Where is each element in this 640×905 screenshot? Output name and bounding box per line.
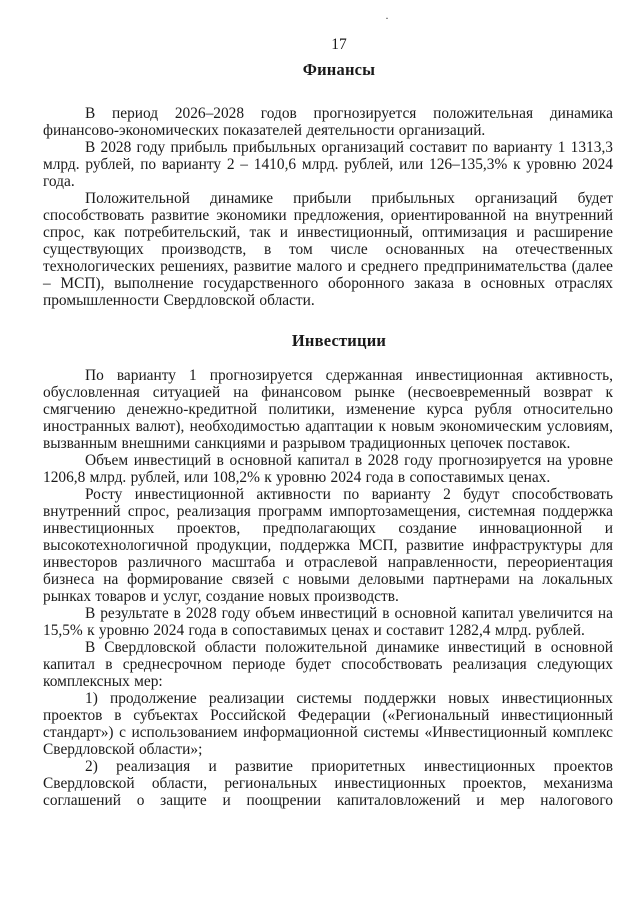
paragraph-investments-list-item-1: 1) продолжение реализации системы поддержки новых инвестиционных проектов в субъектах Российской Федерации («Региональный инвестиционный стандарт») с использованием информационной системы «Инвестиционный комплекс Свердловской области»;	[43, 690, 613, 758]
section-heading-investments: Инвестиции	[291, 331, 387, 350]
paragraph-finances-3: Положительной динамике прибыли прибыльных организаций будет способствовать развитие экономики предложения, ориентированной на внутренний спрос, как потребительский, так и инвестиционный, оптимизация и расширение существующих производств, в том числе основанных на отечественных технологических решениях, развитие малого и среднего предпринимательства (далее – МСП), выполнение государственного оборонного заказа в основных отраслях промышленности Свердловской области.	[43, 190, 613, 309]
paragraph-finances-1: В период 2026–2028 годов прогнозируется положительная динамика финансово-экономических показателей деятельности организаций.	[43, 105, 613, 139]
paragraph-investments-2: Объем инвестиций в основной капитал в 2028 году прогнозируется на уровне 1206,8 млрд. рублей, или 108,2% к уровню 2024 года в сопоставимых ценах.	[43, 452, 613, 486]
paragraph-investments-3: Росту инвестиционной активности по варианту 2 будут способствовать внутренний спрос, реализация программ импортозамещения, системная поддержка инвестиционных проектов, предполагающих создание инновационной и высокотехнологичной продукции, поддержка МСП, развитие инфраструктуры для инвесторов различного масштаба и отраслевой направленности, переориентация бизнеса на формирование связей с новыми деловыми партнерами на локальных рынках товаров и услуг, создание новых производств.	[43, 486, 613, 605]
paragraph-finances-2: В 2028 году прибыль прибыльных организаций составит по варианту 1 1313,3 млрд. рублей, по варианту 2 – 1410,6 млрд. рублей, или 126–135,3% к уровню 2024 года.	[43, 139, 613, 190]
paragraph-investments-5: В Свердловской области положительной динамике инвестиций в основной капитал в среднесрочном периоде будет способствовать реализация следующих комплексных мер:	[43, 639, 613, 690]
page-content	[43, 0, 613, 809]
paragraph-investments-1: По варианту 1 прогнозируется сдержанная инвестиционная активность, обусловленная ситуацией на финансовом рынке (несвоевременный возврат к смягчению денежно-кредитной политики, изменение курса рубля относительно иностранных валют), необходимостью адаптации к новым экономическим условиям, вызванным внешними санкциями и разрывом традиционных цепочек поставок.	[43, 367, 613, 452]
paragraph-investments-4: В результате в 2028 году объем инвестиций в основной капитал увеличится на 15,5% к уровню 2024 года в сопоставимых ценах и составит 1282,4 млрд. рублей.	[43, 605, 613, 639]
section-heading-finances: Финансы	[302, 60, 376, 79]
scan-artifact-dot: ·	[385, 11, 389, 25]
paragraph-investments-list-item-2: 2) реализация и развитие приоритетных инвестиционных проектов Свердловской области, региональных инвестиционных проектов, механизма соглашений о защите и поощрении капиталовложений и мер налогового	[43, 758, 613, 809]
page-number: 17	[331, 36, 347, 53]
